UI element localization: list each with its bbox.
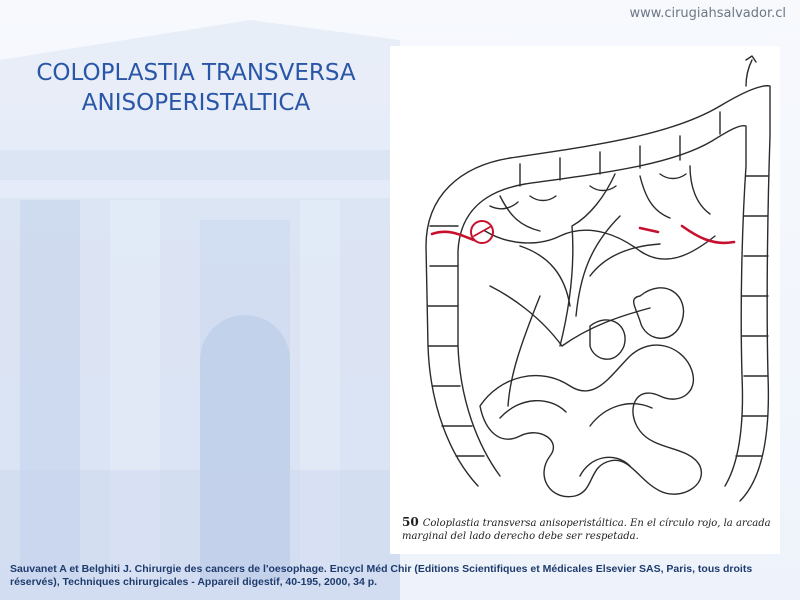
surgical-anatomy-illustration xyxy=(390,46,780,516)
slide-title xyxy=(0,58,392,118)
figure-panel xyxy=(390,46,780,554)
colon-inner-wall xyxy=(458,126,746,486)
small-intestine xyxy=(480,345,701,497)
figure-caption-text: Coloplastia transversa anisoperistáltica. En el círculo rojo, la arcada marginal del lado derecho debe ser respetada. xyxy=(402,518,771,542)
figure-number: 50 xyxy=(402,515,419,529)
figure-caption xyxy=(402,516,772,543)
slide-title-line-1: COLOPLASTIA TRANSVERSA xyxy=(36,60,356,86)
vascular-arcade xyxy=(485,230,715,259)
red-division-line-center xyxy=(640,228,658,232)
red-division-line-left xyxy=(432,232,474,240)
site-url[interactable]: www.cirugiahsalvador.cl xyxy=(629,6,786,21)
upward-arrow-icon xyxy=(746,56,756,86)
bibliographic-reference: Sauvanet A et Belghiti J. Chirurgie des cancers de l'oesophage. Encycl Méd Chir (Editions Scientifiques et Médicales Elsevier SAS, Paris, tous droits réservés), Techniques chirurgicales - Appareil digestif, 40-195, 2000, 34 p. xyxy=(10,563,753,588)
red-division-line-right xyxy=(682,226,734,243)
slide-title-line-2: ANISOPERISTALTICA xyxy=(81,90,311,116)
colon-outer-wall xyxy=(426,86,770,501)
